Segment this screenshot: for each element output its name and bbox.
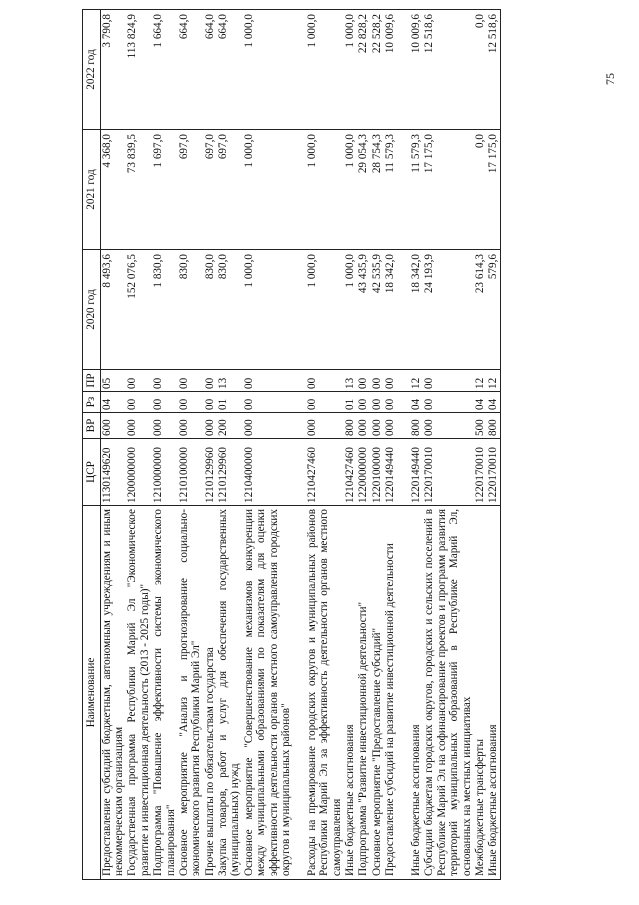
row-csr-cell: 1210427460 xyxy=(344,439,357,506)
row-name-cell: Иные бюджетные ассигнования xyxy=(410,506,423,880)
row-name-cell: Прочие выплаты по обязательствам государства xyxy=(204,506,217,880)
row-vr-cell: 800 xyxy=(487,413,500,439)
row-csr-cell: 1220100000 xyxy=(371,439,384,506)
row-pr-cell: 00 xyxy=(178,370,204,392)
row-2022-cell: 0,0 xyxy=(474,10,487,130)
row-2021-cell: 17 175,0 xyxy=(487,130,500,250)
row-pr-cell: 05 xyxy=(101,370,127,392)
row-name-cell: Иные бюджетные ассигнования xyxy=(487,506,500,880)
row-2021-cell: 697,0 xyxy=(178,130,204,250)
row-2020-cell: 42 535,9 xyxy=(371,250,384,370)
row-vr-cell: 000 xyxy=(152,413,178,439)
row-2020-cell: 8 493,6 xyxy=(101,250,127,370)
table-row xyxy=(126,10,152,880)
row-vr-cell: 000 xyxy=(204,413,217,439)
row-rz-cell: 00 xyxy=(126,392,152,413)
row-rz-cell: 01 xyxy=(217,392,243,413)
row-csr-cell: 1210427460 xyxy=(306,439,344,506)
row-rz-cell: 00 xyxy=(423,392,474,413)
row-2020-cell: 18 342,0 xyxy=(410,250,423,370)
row-name-cell: Основное мероприятие "Предоставление субсидий" xyxy=(371,506,384,880)
row-2020-cell: 1 830,0 xyxy=(152,250,178,370)
row-2022-cell: 1 000,0 xyxy=(243,10,306,130)
header-name: Наименование xyxy=(83,506,101,880)
row-rz-cell: 00 xyxy=(243,392,306,413)
row-vr-cell: 200 xyxy=(217,413,243,439)
row-pr-cell: 13 xyxy=(344,370,357,392)
row-vr-cell: 000 xyxy=(178,413,204,439)
row-rz-cell: 00 xyxy=(384,392,410,413)
table-row xyxy=(101,10,127,880)
row-2022-cell: 10 009,6 xyxy=(410,10,423,130)
row-rz-cell: 01 xyxy=(344,392,357,413)
row-pr-cell: 13 xyxy=(217,370,243,392)
row-pr-cell: 12 xyxy=(410,370,423,392)
header-vr: ВР xyxy=(83,413,101,439)
row-2020-cell: 152 076,5 xyxy=(126,250,152,370)
row-2022-cell: 664,0 xyxy=(178,10,204,130)
row-name-cell: Подпрограмма "Развитие инвестиционной деятельности" xyxy=(357,506,370,880)
row-csr-cell: 1210100000 xyxy=(178,439,204,506)
row-rz-cell: 00 xyxy=(152,392,178,413)
table-row xyxy=(384,10,410,880)
row-name-cell: Субсидии бюджетам городских округов, городских и сельских поселений в Республике Марий Эл на софинансирование проектов и программ развития территорий муниципальных образований в Республике Марий Эл, основанных на местных инициативах xyxy=(423,506,474,880)
table-row xyxy=(487,10,500,880)
row-pr-cell: 00 xyxy=(306,370,344,392)
row-rz-cell: 04 xyxy=(474,392,487,413)
row-2020-cell: 24 193,9 xyxy=(423,250,474,370)
row-name-cell: Государственная программа Республики Марий Эл "Экономическое развитие и инвестиционная деятельность (2013 - 2025 годы)" xyxy=(126,506,152,880)
row-2022-cell: 664,0 xyxy=(217,10,243,130)
row-2022-cell: 1 000,0 xyxy=(306,10,344,130)
table-row xyxy=(243,10,306,880)
table-row xyxy=(306,10,344,880)
header-2021: 2021 год xyxy=(83,130,101,250)
row-pr-cell: 00 xyxy=(152,370,178,392)
row-name-cell: Межбюджетные трансферты xyxy=(474,506,487,880)
row-2020-cell: 1 000,0 xyxy=(344,250,357,370)
row-2022-cell: 113 824,9 xyxy=(126,10,152,130)
row-rz-cell: 00 xyxy=(178,392,204,413)
row-2021-cell: 4 368,0 xyxy=(101,130,127,250)
row-pr-cell: 00 xyxy=(204,370,217,392)
row-vr-cell: 000 xyxy=(371,413,384,439)
row-csr-cell: 1220149440 xyxy=(384,439,410,506)
row-pr-cell: 00 xyxy=(384,370,410,392)
budget-table xyxy=(82,9,501,880)
row-pr-cell: 00 xyxy=(243,370,306,392)
row-2021-cell: 17 175,0 xyxy=(423,130,474,250)
row-vr-cell: 000 xyxy=(306,413,344,439)
row-vr-cell: 500 xyxy=(474,413,487,439)
row-2022-cell: 12 518,6 xyxy=(423,10,474,130)
row-name-cell: Основное мероприятие "Анализ и прогнозирование социально-экономического развития Республики Марий Эл" xyxy=(178,506,204,880)
row-csr-cell: 1210129960 xyxy=(217,439,243,506)
row-pr-cell: 00 xyxy=(126,370,152,392)
header-2020: 2020 год xyxy=(83,250,101,370)
row-rz-cell: 00 xyxy=(371,392,384,413)
row-2021-cell: 29 054,3 xyxy=(357,130,370,250)
row-2021-cell: 1 000,0 xyxy=(306,130,344,250)
row-pr-cell: 12 xyxy=(474,370,487,392)
row-csr-cell: 1220170010 xyxy=(487,439,500,506)
row-rz-cell: 00 xyxy=(306,392,344,413)
row-2021-cell: 697,0 xyxy=(217,130,243,250)
row-2021-cell: 1 697,0 xyxy=(152,130,178,250)
row-2021-cell: 1 000,0 xyxy=(344,130,357,250)
row-rz-cell: 04 xyxy=(101,392,127,413)
table-row xyxy=(357,10,370,880)
table-body xyxy=(101,10,501,880)
table-row xyxy=(204,10,217,880)
row-2022-cell: 664,0 xyxy=(204,10,217,130)
row-name-cell: Предоставление субсидий на развитие инвестиционной деятельности xyxy=(384,506,410,880)
row-2022-cell: 22 828,2 xyxy=(357,10,370,130)
row-2020-cell: 579,6 xyxy=(487,250,500,370)
row-2022-cell: 1 664,0 xyxy=(152,10,178,130)
row-2021-cell: 697,0 xyxy=(204,130,217,250)
row-2020-cell: 1 000,0 xyxy=(306,250,344,370)
table-row xyxy=(474,10,487,880)
row-vr-cell: 000 xyxy=(357,413,370,439)
row-vr-cell: 000 xyxy=(384,413,410,439)
row-vr-cell: 800 xyxy=(410,413,423,439)
table-row xyxy=(178,10,204,880)
row-2020-cell: 18 342,0 xyxy=(384,250,410,370)
row-2020-cell: 830,0 xyxy=(204,250,217,370)
header-csr: ЦСР xyxy=(83,439,101,506)
row-2022-cell: 3 790,8 xyxy=(101,10,127,130)
row-pr-cell: 00 xyxy=(357,370,370,392)
table-row xyxy=(152,10,178,880)
row-name-cell: Предоставление субсидий бюджетным, автономным учреждениям и иным некоммерческим организациям xyxy=(101,506,127,880)
table-header xyxy=(83,10,101,880)
row-2021-cell: 0,0 xyxy=(474,130,487,250)
page-number: 75 xyxy=(603,73,617,85)
row-2022-cell: 22 528,2 xyxy=(371,10,384,130)
row-name-cell: Иные бюджетные ассигнования xyxy=(344,506,357,880)
row-name-cell: Расходы на премирование городских округов и муниципальных районов Республики Марий Эл за эффективность деятельности органов местного самоуправления xyxy=(306,506,344,880)
row-2021-cell: 1 000,0 xyxy=(243,130,306,250)
row-rz-cell: 00 xyxy=(357,392,370,413)
row-vr-cell: 600 xyxy=(101,413,127,439)
row-csr-cell: 1210000000 xyxy=(152,439,178,506)
row-vr-cell: 000 xyxy=(243,413,306,439)
row-2020-cell: 1 000,0 xyxy=(243,250,306,370)
rotated-table-container xyxy=(82,10,639,880)
row-pr-cell: 00 xyxy=(423,370,474,392)
row-csr-cell: 1210400000 xyxy=(243,439,306,506)
table-row xyxy=(410,10,423,880)
row-2021-cell: 11 579,3 xyxy=(410,130,423,250)
row-csr-cell: 1220000000 xyxy=(357,439,370,506)
row-csr-cell: 1220170010 xyxy=(474,439,487,506)
header-2022: 2022 год xyxy=(83,10,101,130)
row-vr-cell: 000 xyxy=(423,413,474,439)
table-row xyxy=(344,10,357,880)
row-csr-cell: 1200000000 xyxy=(126,439,152,506)
row-2021-cell: 73 839,5 xyxy=(126,130,152,250)
row-rz-cell: 00 xyxy=(204,392,217,413)
row-rz-cell: 04 xyxy=(410,392,423,413)
row-pr-cell: 12 xyxy=(487,370,500,392)
row-2022-cell: 1 000,0 xyxy=(344,10,357,130)
row-name-cell: Основное мероприятие "Совершенствование механизмов конкуренции между муниципальными образованиями по показателям для оценки эффективности деятельности органов местного самоуправления городских округов и муниципальных районов" xyxy=(243,506,306,880)
row-rz-cell: 04 xyxy=(487,392,500,413)
row-2020-cell: 830,0 xyxy=(217,250,243,370)
row-csr-cell: 1130149620 xyxy=(101,439,127,506)
row-2020-cell: 23 614,3 xyxy=(474,250,487,370)
table-row xyxy=(217,10,243,880)
table-row xyxy=(371,10,384,880)
row-2021-cell: 11 579,3 xyxy=(384,130,410,250)
row-2021-cell: 28 754,3 xyxy=(371,130,384,250)
table-row xyxy=(423,10,474,880)
row-2020-cell: 43 435,9 xyxy=(357,250,370,370)
row-2022-cell: 12 518,6 xyxy=(487,10,500,130)
header-rz: Рз xyxy=(83,392,101,413)
row-csr-cell: 1220170010 xyxy=(423,439,474,506)
row-name-cell: Подпрограмма "Повышение эффективности системы экономического планирования" xyxy=(152,506,178,880)
row-2020-cell: 830,0 xyxy=(178,250,204,370)
row-vr-cell: 800 xyxy=(344,413,357,439)
row-csr-cell: 1210129960 xyxy=(204,439,217,506)
row-csr-cell: 1220149440 xyxy=(410,439,423,506)
row-name-cell: Закупка товаров, работ и услуг для обеспечения государственных (муниципальных) нужд xyxy=(217,506,243,880)
header-pr: ПР xyxy=(83,370,101,392)
row-vr-cell: 000 xyxy=(126,413,152,439)
row-pr-cell: 00 xyxy=(371,370,384,392)
row-2022-cell: 10 009,6 xyxy=(384,10,410,130)
